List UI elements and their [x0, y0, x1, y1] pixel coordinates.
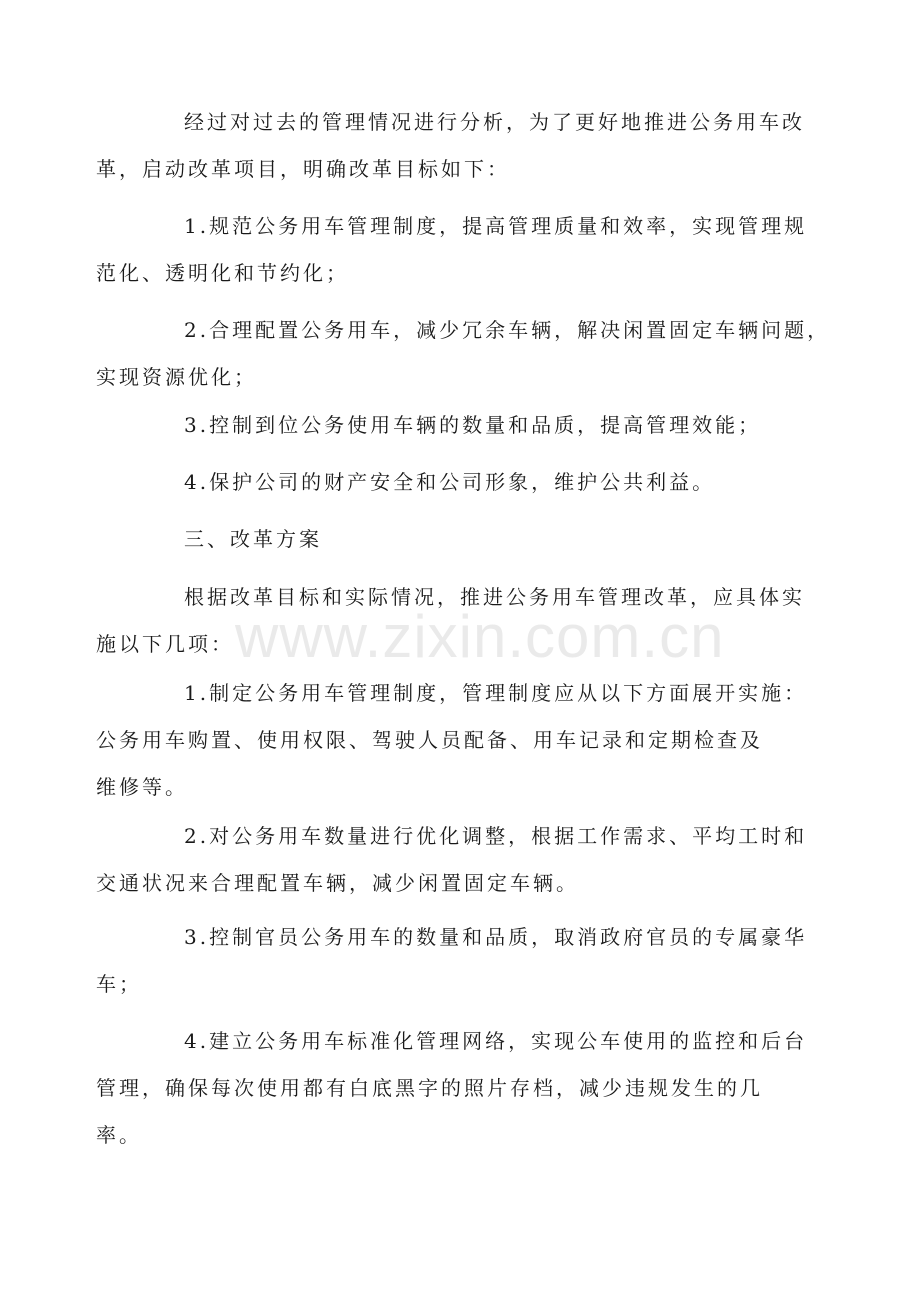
text-line: 率。	[96, 1123, 142, 1147]
paragraph-goal-1	[96, 203, 808, 297]
text-line: 交通状况来合理配置车辆，减少闲置固定车辆。	[96, 871, 579, 895]
watermark-text: www.zixin.com.cn	[235, 603, 725, 670]
paragraph-plan-1	[96, 670, 808, 811]
paragraph-plan-intro	[96, 574, 805, 668]
text-line: 4.建立公务用车标准化管理网络，实现公车使用的监控和后台	[184, 1029, 808, 1053]
paragraph-plan-4	[96, 1018, 808, 1159]
text-line: 实现资源优化；	[96, 365, 257, 389]
text-line: 根据改革目标和实际情况，推进公务用车管理改革，应具体实	[184, 585, 805, 609]
paragraph-goal-4	[140, 459, 780, 506]
text-line: 范化、透明化和节约化；	[96, 261, 349, 285]
text-line: 维修等。	[96, 775, 188, 799]
paragraph-plan-2	[96, 813, 808, 907]
text-line: 2.对公务用车数量进行优化调整，根据工作需求、平均工时和	[184, 824, 808, 848]
text-line: 革，启动改革项目，明确改革目标如下：	[96, 157, 510, 181]
section-heading	[140, 516, 780, 563]
text-line: 4.保护公司的财产安全和公司形象，维护公共利益。	[184, 470, 716, 494]
text-line: 3.控制官员公务用车的数量和品质，取消政府官员的专属豪华	[184, 925, 808, 949]
paragraph-plan-3	[96, 914, 808, 1008]
text-line: 公务用车购置、使用权限、驾驶人员配备、用车记录和定期检查及	[96, 728, 763, 752]
paragraph-goal-3	[140, 402, 780, 449]
text-line: 管理，确保每次使用都有白底黑字的照片存档，减少违规发生的几	[96, 1076, 763, 1100]
text-line: 2.合理配置公务用车，减少冗余车辆，解决闲置固定车辆问题，	[184, 318, 831, 342]
paragraph-intro	[96, 99, 805, 193]
paragraph-goal-2	[96, 307, 831, 401]
text-line: 经过对过去的管理情况进行分析，为了更好地推进公务用车改	[184, 110, 805, 134]
text-line: 车；	[96, 972, 142, 996]
text-line: 三、改革方案	[184, 527, 322, 551]
text-line: 施以下几项：	[96, 632, 234, 656]
text-line: 3.控制到位公务使用车辆的数量和品质，提高管理效能；	[184, 413, 762, 437]
text-line: 1.规范公务用车管理制度，提高管理质量和效率，实现管理规	[184, 214, 808, 238]
text-line: 1.制定公务用车管理制度，管理制度应从以下方面展开实施：	[184, 681, 808, 705]
